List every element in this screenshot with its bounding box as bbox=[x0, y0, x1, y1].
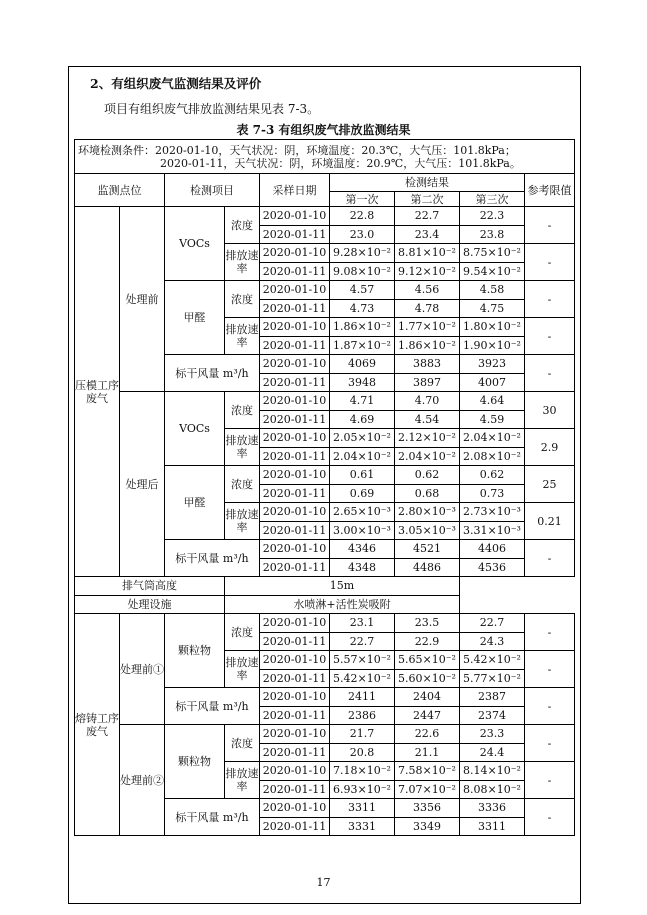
header-r2: 第二次 bbox=[395, 192, 460, 207]
value-cell: 21.1 bbox=[395, 743, 460, 762]
value-cell: 2.80×10⁻³ bbox=[395, 503, 460, 522]
value-cell: 0.61 bbox=[330, 466, 395, 485]
date-cell: 2020-01-10 bbox=[260, 318, 330, 337]
item-airflow: 标干风量 m³/h bbox=[165, 355, 260, 392]
limit-cell: - bbox=[525, 281, 575, 318]
value-cell: 2387 bbox=[460, 688, 525, 707]
date-cell: 2020-01-10 bbox=[260, 799, 330, 818]
value-cell: 2.04×10⁻² bbox=[330, 447, 395, 466]
group-yamo: 压模工序废气 bbox=[75, 207, 120, 577]
value-cell: 4.57 bbox=[330, 281, 395, 300]
conditions-line-2: 2020-01-11，天气状况：阴，环境温度：20.9℃，大气压：101.8kPa。 bbox=[160, 156, 521, 170]
date-cell: 2020-01-11 bbox=[260, 373, 330, 392]
metric-conc: 浓度 bbox=[225, 466, 260, 503]
value-cell: 22.8 bbox=[330, 207, 395, 226]
value-cell: 2447 bbox=[395, 706, 460, 725]
date-cell: 2020-01-11 bbox=[260, 558, 330, 577]
value-cell: 1.86×10⁻² bbox=[395, 336, 460, 355]
stack-height-row bbox=[75, 577, 575, 596]
date-cell: 2020-01-10 bbox=[260, 207, 330, 226]
date-cell: 2020-01-11 bbox=[260, 484, 330, 503]
value-cell: 4.69 bbox=[330, 410, 395, 429]
value-cell: 5.65×10⁻² bbox=[395, 651, 460, 670]
value-cell: 4521 bbox=[395, 540, 460, 559]
value-cell: 4486 bbox=[395, 558, 460, 577]
table-row bbox=[75, 614, 575, 633]
value-cell: 9.08×10⁻² bbox=[330, 262, 395, 281]
metric-rate: 排放速率 bbox=[225, 651, 260, 688]
value-cell: 3883 bbox=[395, 355, 460, 374]
table-caption: 表 7-3 有组织废气排放监测结果 bbox=[236, 123, 411, 137]
stack-height-value: 15m bbox=[225, 577, 460, 596]
date-cell: 2020-01-11 bbox=[260, 336, 330, 355]
value-cell: 4.58 bbox=[460, 281, 525, 300]
header-point: 监测点位 bbox=[75, 174, 165, 207]
date-cell: 2020-01-10 bbox=[260, 540, 330, 559]
metric-conc: 浓度 bbox=[225, 281, 260, 318]
value-cell: 21.7 bbox=[330, 725, 395, 744]
item-formaldehyde: 甲醛 bbox=[165, 281, 225, 355]
value-cell: 3336 bbox=[460, 799, 525, 818]
header-row bbox=[75, 174, 575, 192]
date-cell: 2020-01-11 bbox=[260, 447, 330, 466]
metric-rate: 排放速率 bbox=[225, 762, 260, 799]
value-cell: 0.62 bbox=[460, 466, 525, 485]
metric-conc: 浓度 bbox=[225, 392, 260, 429]
value-cell: 3.31×10⁻³ bbox=[460, 521, 525, 540]
stage-before-1: 处理前① bbox=[120, 614, 165, 725]
value-cell: 0.73 bbox=[460, 484, 525, 503]
value-cell: 4348 bbox=[330, 558, 395, 577]
value-cell: 3311 bbox=[460, 817, 525, 836]
limit-cell: 2.9 bbox=[525, 429, 575, 466]
date-cell: 2020-01-10 bbox=[260, 429, 330, 448]
intro-text: 项目有组织废气排放监测结果见表 7-3。 bbox=[104, 102, 320, 116]
conditions-line-1: 环境检测条件：2020-01-10，天气状况：阴，环境温度：20.3℃，大气压：101.8kPa； bbox=[78, 143, 516, 157]
value-cell: 23.5 bbox=[395, 614, 460, 633]
date-cell: 2020-01-10 bbox=[260, 688, 330, 707]
value-cell: 4.78 bbox=[395, 299, 460, 318]
value-cell: 7.07×10⁻² bbox=[395, 780, 460, 799]
table-row bbox=[75, 725, 575, 744]
item-particulate: 颗粒物 bbox=[165, 614, 225, 688]
value-cell: 5.77×10⁻² bbox=[460, 669, 525, 688]
date-cell: 2020-01-11 bbox=[260, 262, 330, 281]
date-cell: 2020-01-10 bbox=[260, 244, 330, 263]
value-cell: 5.42×10⁻² bbox=[330, 669, 395, 688]
metric-rate: 排放速率 bbox=[225, 244, 260, 281]
limit-cell: - bbox=[525, 318, 575, 355]
value-cell: 3311 bbox=[330, 799, 395, 818]
value-cell: 9.12×10⁻² bbox=[395, 262, 460, 281]
date-cell: 2020-01-11 bbox=[260, 225, 330, 244]
stage-before: 处理前 bbox=[120, 207, 165, 392]
value-cell: 22.7 bbox=[460, 614, 525, 633]
value-cell: 2386 bbox=[330, 706, 395, 725]
date-cell: 2020-01-11 bbox=[260, 521, 330, 540]
item-formaldehyde: 甲醛 bbox=[165, 466, 225, 540]
metric-rate: 排放速率 bbox=[225, 429, 260, 466]
value-cell: 23.8 bbox=[460, 225, 525, 244]
value-cell: 1.90×10⁻² bbox=[460, 336, 525, 355]
table-row bbox=[75, 207, 575, 226]
value-cell: 8.75×10⁻² bbox=[460, 244, 525, 263]
value-cell: 2.05×10⁻² bbox=[330, 429, 395, 448]
header-results: 检测结果 bbox=[330, 174, 525, 192]
date-cell: 2020-01-11 bbox=[260, 743, 330, 762]
date-cell: 2020-01-10 bbox=[260, 355, 330, 374]
item-airflow: 标干风量 m³/h bbox=[165, 688, 260, 725]
date-cell: 2020-01-11 bbox=[260, 669, 330, 688]
value-cell: 3.00×10⁻³ bbox=[330, 521, 395, 540]
metric-conc: 浓度 bbox=[225, 207, 260, 244]
limit-cell: - bbox=[525, 540, 575, 577]
date-cell: 2020-01-10 bbox=[260, 466, 330, 485]
value-cell: 2411 bbox=[330, 688, 395, 707]
limit-cell: - bbox=[525, 762, 575, 799]
value-cell: 9.28×10⁻² bbox=[330, 244, 395, 263]
page-number: 17 bbox=[316, 876, 331, 889]
value-cell: 1.80×10⁻² bbox=[460, 318, 525, 337]
value-cell: 22.9 bbox=[395, 632, 460, 651]
item-vocs: VOCs bbox=[165, 392, 225, 466]
value-cell: 3.05×10⁻³ bbox=[395, 521, 460, 540]
value-cell: 2374 bbox=[460, 706, 525, 725]
emission-results-table bbox=[74, 139, 575, 836]
limit-cell: - bbox=[525, 688, 575, 725]
facility-label: 处理设施 bbox=[75, 595, 225, 614]
limit-cell: - bbox=[525, 244, 575, 281]
header-date: 采样日期 bbox=[260, 174, 330, 207]
value-cell: 23.1 bbox=[330, 614, 395, 633]
value-cell: 0.62 bbox=[395, 466, 460, 485]
date-cell: 2020-01-11 bbox=[260, 780, 330, 799]
value-cell: 2.73×10⁻³ bbox=[460, 503, 525, 522]
value-cell: 4069 bbox=[330, 355, 395, 374]
value-cell: 7.58×10⁻² bbox=[395, 762, 460, 781]
value-cell: 23.4 bbox=[395, 225, 460, 244]
value-cell: 4346 bbox=[330, 540, 395, 559]
limit-cell: - bbox=[525, 614, 575, 651]
value-cell: 22.6 bbox=[395, 725, 460, 744]
value-cell: 5.57×10⁻² bbox=[330, 651, 395, 670]
value-cell: 4007 bbox=[460, 373, 525, 392]
header-limit: 参考限值 bbox=[525, 174, 575, 207]
facility-row bbox=[75, 595, 575, 614]
value-cell: 0.69 bbox=[330, 484, 395, 503]
value-cell: 9.54×10⁻² bbox=[460, 262, 525, 281]
metric-conc: 浓度 bbox=[225, 725, 260, 762]
item-vocs: VOCs bbox=[165, 207, 225, 281]
value-cell: 5.42×10⁻² bbox=[460, 651, 525, 670]
item-airflow: 标干风量 m³/h bbox=[165, 540, 260, 577]
facility-value: 水喷淋+活性炭吸附 bbox=[225, 595, 460, 614]
value-cell: 24.4 bbox=[460, 743, 525, 762]
value-cell: 8.14×10⁻² bbox=[460, 762, 525, 781]
date-cell: 2020-01-10 bbox=[260, 392, 330, 411]
metric-rate: 排放速率 bbox=[225, 318, 260, 355]
limit-cell: - bbox=[525, 651, 575, 688]
table-row bbox=[75, 392, 575, 411]
date-cell: 2020-01-10 bbox=[260, 614, 330, 633]
value-cell: 22.3 bbox=[460, 207, 525, 226]
metric-rate: 排放速率 bbox=[225, 503, 260, 540]
value-cell: 4536 bbox=[460, 558, 525, 577]
date-cell: 2020-01-11 bbox=[260, 632, 330, 651]
value-cell: 4.59 bbox=[460, 410, 525, 429]
value-cell: 4.73 bbox=[330, 299, 395, 318]
conditions-row bbox=[75, 140, 575, 174]
value-cell: 0.68 bbox=[395, 484, 460, 503]
section-heading: 2、有组织废气监测结果及评价 bbox=[90, 76, 262, 91]
value-cell: 8.08×10⁻² bbox=[460, 780, 525, 799]
date-cell: 2020-01-11 bbox=[260, 299, 330, 318]
stage-before-2: 处理前② bbox=[120, 725, 165, 836]
limit-cell: 25 bbox=[525, 466, 575, 503]
value-cell: 23.3 bbox=[460, 725, 525, 744]
value-cell: 22.7 bbox=[395, 207, 460, 226]
value-cell: 4.56 bbox=[395, 281, 460, 300]
date-cell: 2020-01-10 bbox=[260, 725, 330, 744]
group-rongzhu: 熔铸工序废气 bbox=[75, 614, 120, 836]
value-cell: 23.0 bbox=[330, 225, 395, 244]
value-cell: 3356 bbox=[395, 799, 460, 818]
date-cell: 2020-01-10 bbox=[260, 762, 330, 781]
value-cell: 4.54 bbox=[395, 410, 460, 429]
value-cell: 4.71 bbox=[330, 392, 395, 411]
header-item: 检测项目 bbox=[165, 174, 260, 207]
value-cell: 6.93×10⁻² bbox=[330, 780, 395, 799]
value-cell: 4.70 bbox=[395, 392, 460, 411]
limit-cell: - bbox=[525, 355, 575, 392]
value-cell: 20.8 bbox=[330, 743, 395, 762]
limit-cell: - bbox=[525, 725, 575, 762]
date-cell: 2020-01-10 bbox=[260, 503, 330, 522]
value-cell: 5.60×10⁻² bbox=[395, 669, 460, 688]
value-cell: 3948 bbox=[330, 373, 395, 392]
value-cell: 24.3 bbox=[460, 632, 525, 651]
value-cell: 2.12×10⁻² bbox=[395, 429, 460, 448]
item-airflow: 标干风量 m³/h bbox=[165, 799, 260, 836]
value-cell: 2404 bbox=[395, 688, 460, 707]
limit-cell: - bbox=[525, 799, 575, 836]
value-cell: 2.08×10⁻² bbox=[460, 447, 525, 466]
date-cell: 2020-01-10 bbox=[260, 281, 330, 300]
limit-cell: 0.21 bbox=[525, 503, 575, 540]
value-cell: 1.77×10⁻² bbox=[395, 318, 460, 337]
value-cell: 8.81×10⁻² bbox=[395, 244, 460, 263]
date-cell: 2020-01-11 bbox=[260, 817, 330, 836]
header-r3: 第三次 bbox=[460, 192, 525, 207]
item-particulate: 颗粒物 bbox=[165, 725, 225, 799]
stack-height-label: 排气筒高度 bbox=[75, 577, 225, 596]
limit-cell: - bbox=[525, 207, 575, 244]
value-cell: 3923 bbox=[460, 355, 525, 374]
date-cell: 2020-01-11 bbox=[260, 410, 330, 429]
date-cell: 2020-01-10 bbox=[260, 651, 330, 670]
value-cell: 3349 bbox=[395, 817, 460, 836]
value-cell: 22.7 bbox=[330, 632, 395, 651]
value-cell: 3897 bbox=[395, 373, 460, 392]
value-cell: 3331 bbox=[330, 817, 395, 836]
stage-after: 处理后 bbox=[120, 392, 165, 577]
value-cell: 2.04×10⁻² bbox=[395, 447, 460, 466]
value-cell: 2.04×10⁻² bbox=[460, 429, 525, 448]
metric-conc: 浓度 bbox=[225, 614, 260, 651]
limit-cell: 30 bbox=[525, 392, 575, 429]
value-cell: 1.86×10⁻² bbox=[330, 318, 395, 337]
value-cell: 4.75 bbox=[460, 299, 525, 318]
value-cell: 4.64 bbox=[460, 392, 525, 411]
value-cell: 4406 bbox=[460, 540, 525, 559]
date-cell: 2020-01-11 bbox=[260, 706, 330, 725]
value-cell: 2.65×10⁻³ bbox=[330, 503, 395, 522]
value-cell: 7.18×10⁻² bbox=[330, 762, 395, 781]
header-r1: 第一次 bbox=[330, 192, 395, 207]
value-cell: 1.87×10⁻² bbox=[330, 336, 395, 355]
